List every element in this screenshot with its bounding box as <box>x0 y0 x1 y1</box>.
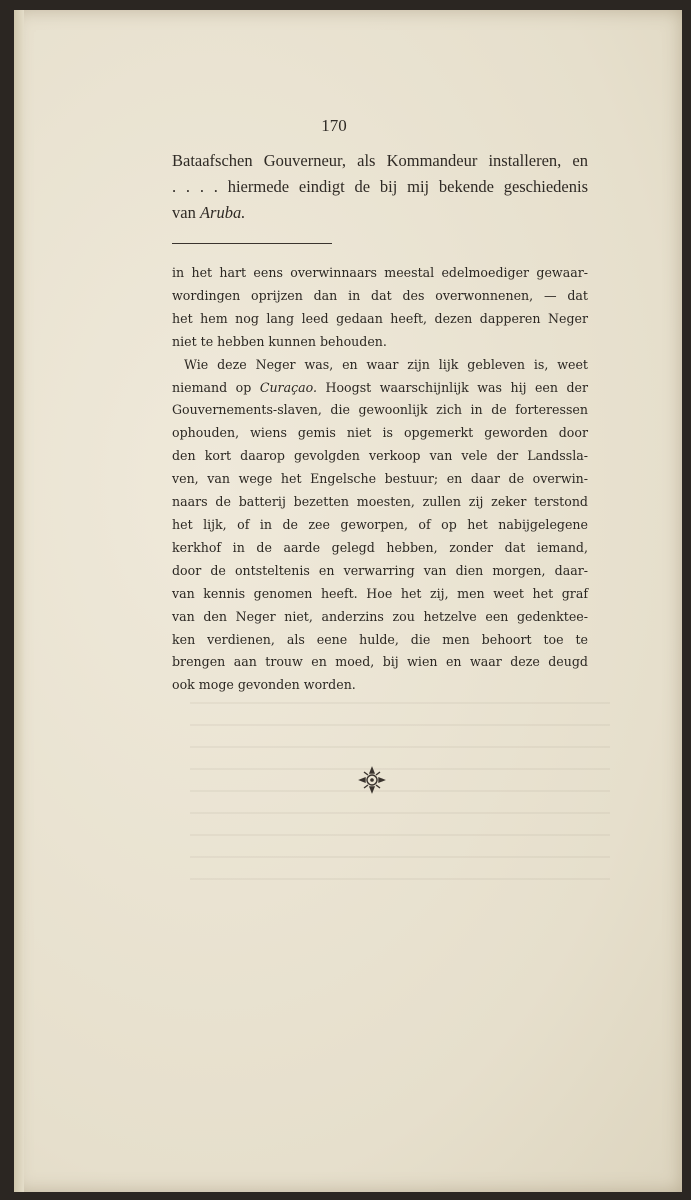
island-name-curacao: Curaçao. <box>259 379 318 395</box>
footnote-line: kerkhof in de aarde gelegd hebben, zonder dat iemand, <box>172 539 588 555</box>
footnote-line: in het hart eens overwinnaars meestal edelmoediger gewaar- <box>172 265 588 280</box>
footnote-paragraph-start: Wie deze Neger was, en waar zijn lijk gebleven is, weet <box>184 356 588 372</box>
footnote-line: wordingen oprijzen dan in dat des overwonnenen, — dat <box>172 287 588 303</box>
footnote-line: van den Neger niet, anderzins zou hetzelve een gedenktee- <box>172 608 588 624</box>
island-name-aruba: Aruba. <box>199 203 246 222</box>
footnote-line: het hem nog lang leed gedaan heeft, dezen dapperen Neger <box>172 310 588 326</box>
page-spine-shadow <box>14 10 24 1192</box>
footnote-line: door de ontsteltenis en verwarring van dien morgen, daar- <box>172 562 588 578</box>
footnote-line: ken verdienen, als eene hulde, die men behoort toe te <box>172 631 588 647</box>
footnote-line: den kort daarop gevolgden verkoop van vele der Landssla- <box>172 448 588 464</box>
footnote-line: niet te hebben kunnen behouden. <box>172 333 387 349</box>
main-text-block <box>172 148 588 226</box>
footnote-line: brengen aan trouw en moed, bij wien en waar deze deugd <box>172 654 588 670</box>
footnote-line <box>172 377 588 400</box>
footnote-line: Gouvernements-slaven, die gewoonlijk zich in de forteressen <box>172 402 588 418</box>
footnote-separator-rule <box>172 243 332 244</box>
footnote-line: het lijk, of in de zee geworpen, of op het nabijgelegene <box>172 516 588 532</box>
main-text-line <box>172 200 588 226</box>
page-number: 170 <box>321 116 347 135</box>
main-text-fragment: van <box>172 203 200 222</box>
footnote-fragment: Hoogst waarschijnlijk was hij een der <box>317 379 588 395</box>
main-text-line: . . . . hiermede eindigt de bij mij bekende geschiedenis <box>172 177 588 196</box>
main-text-line: Bataafschen Gouverneur, als Kommandeur installeren, en <box>172 151 588 170</box>
footnote-line: ook moge gevonden worden. <box>172 677 356 693</box>
footnote-line: naars de batterij bezetten moesten, zullen zij zeker terstond <box>172 494 588 510</box>
footnote-line: van kennis genomen heeft. Hoe het zij, men weet het graf <box>172 585 588 601</box>
footnote-text-block <box>172 262 588 697</box>
footnote-fragment: niemand op <box>172 379 260 395</box>
footnote-line: ophouden, wiens gemis niet is opgemerkt geworden door <box>172 425 588 441</box>
footnote-line: ven, van wege het Engelsche bestuur; en daar de overwin- <box>172 471 588 487</box>
printers-ornament-icon <box>357 765 387 795</box>
